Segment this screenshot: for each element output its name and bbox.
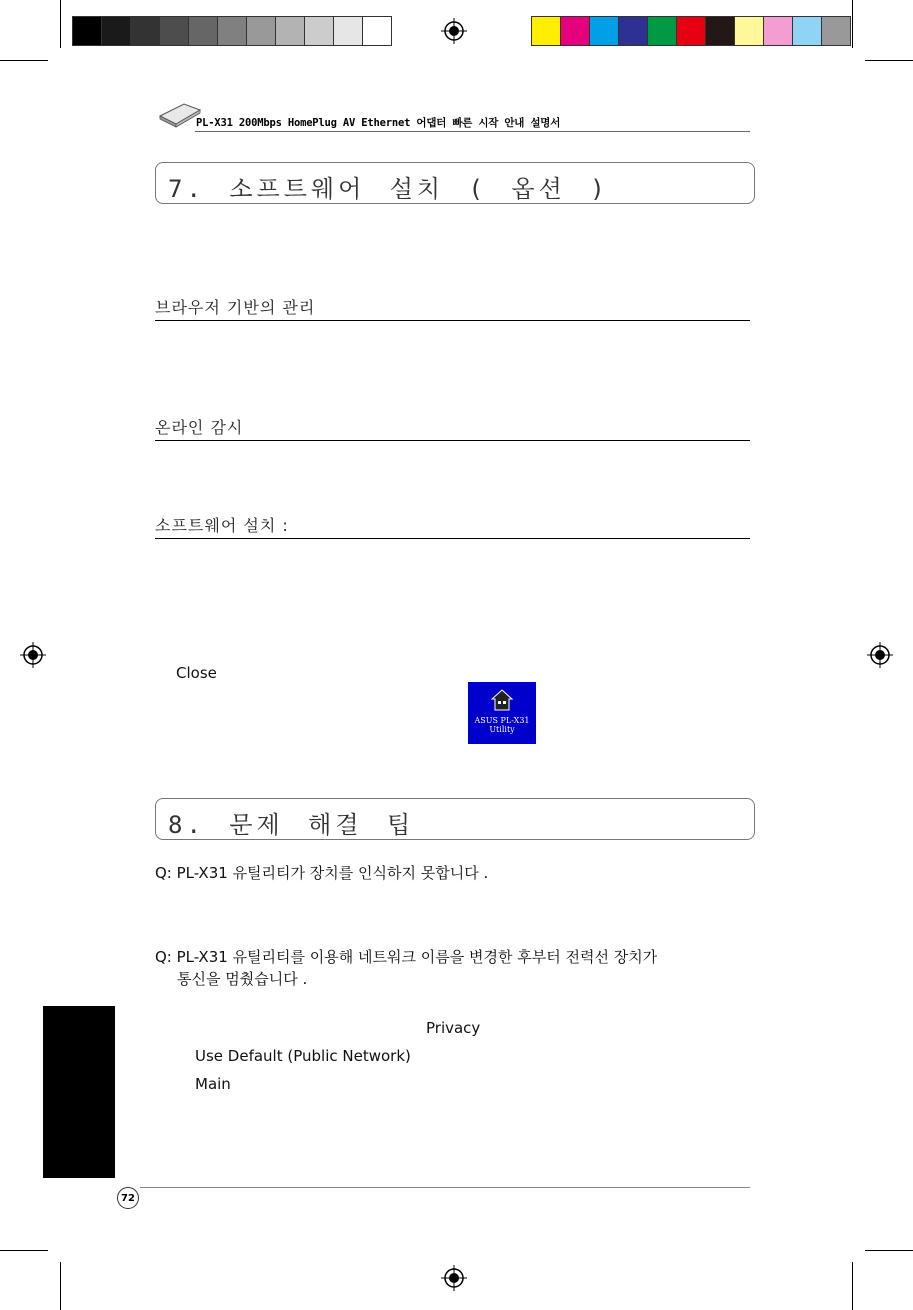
gray-swatch [333,16,363,46]
color-swatch [734,16,764,46]
color-swatch [676,16,706,46]
process-color-bar [531,16,850,46]
section-7-header [155,162,755,204]
subhead-online-monitoring: 온라인 감시 [155,415,750,441]
privacy-label: Privacy [426,1019,481,1037]
crop-mark [865,1250,913,1251]
color-swatch [647,16,677,46]
gray-swatch [362,16,392,46]
gray-swatch [101,16,131,46]
utility-icon-label: ASUS PL-X31 Utility [474,716,530,734]
color-swatch [531,16,561,46]
close-label: Close [176,664,217,682]
gray-swatch [246,16,276,46]
crop-mark [852,0,853,48]
crop-mark [60,0,61,48]
registration-mark-left [20,642,46,668]
subhead-software-install: 소프트웨어 설치 : [155,513,750,539]
crop-mark [852,1262,853,1310]
use-default-label: Use Default (Public Network) [195,1047,411,1065]
language-side-tab [43,1006,115,1178]
gray-swatch [188,16,218,46]
page-number: 72 [117,1187,139,1209]
main-label: Main [195,1075,231,1093]
gray-swatch [159,16,189,46]
registration-mark-bottom [441,1265,467,1291]
registration-mark-right [867,642,893,668]
section-8-title: 8. 문제 해결 팁 [168,811,415,839]
color-swatch [763,16,793,46]
gray-swatch [130,16,160,46]
section-8-header [155,798,755,840]
section-7-title: 7. 소프트웨어 설치 ( 옵션 ) [168,175,609,203]
utility-icon [468,682,536,744]
footer-rule [140,1187,750,1188]
gray-swatch [72,16,102,46]
crop-mark [0,60,48,61]
crop-mark [0,1250,48,1251]
color-swatch [792,16,822,46]
color-swatch [705,16,735,46]
gray-swatch [275,16,305,46]
question-1: Q: PL-X31 유틸리티가 장치를 인식하지 못합니다 . [155,864,489,882]
color-swatch [821,16,851,46]
question-2-line-2: 통신을 멈췄습니다 . [177,970,308,988]
crop-mark [60,1262,61,1310]
registration-mark-top [441,18,467,44]
question-2-line-1: Q: PL-X31 유틸리티를 이용해 네트워크 이름을 변경한 후부터 전력선 장치가 [155,948,658,966]
gray-swatch [304,16,334,46]
grayscale-bar [72,16,391,46]
crop-mark [865,60,913,61]
subhead-browser-management: 브라우저 기반의 관리 [155,295,750,321]
document-title: PL-X31 200Mbps HomePlug AV Ethernet 어댑터 빠른 시작 안내 설명서 [196,117,561,129]
header-rule [195,131,750,132]
color-swatch [589,16,619,46]
house-icon [490,688,514,712]
color-swatch [618,16,648,46]
gray-swatch [217,16,247,46]
color-swatch [560,16,590,46]
